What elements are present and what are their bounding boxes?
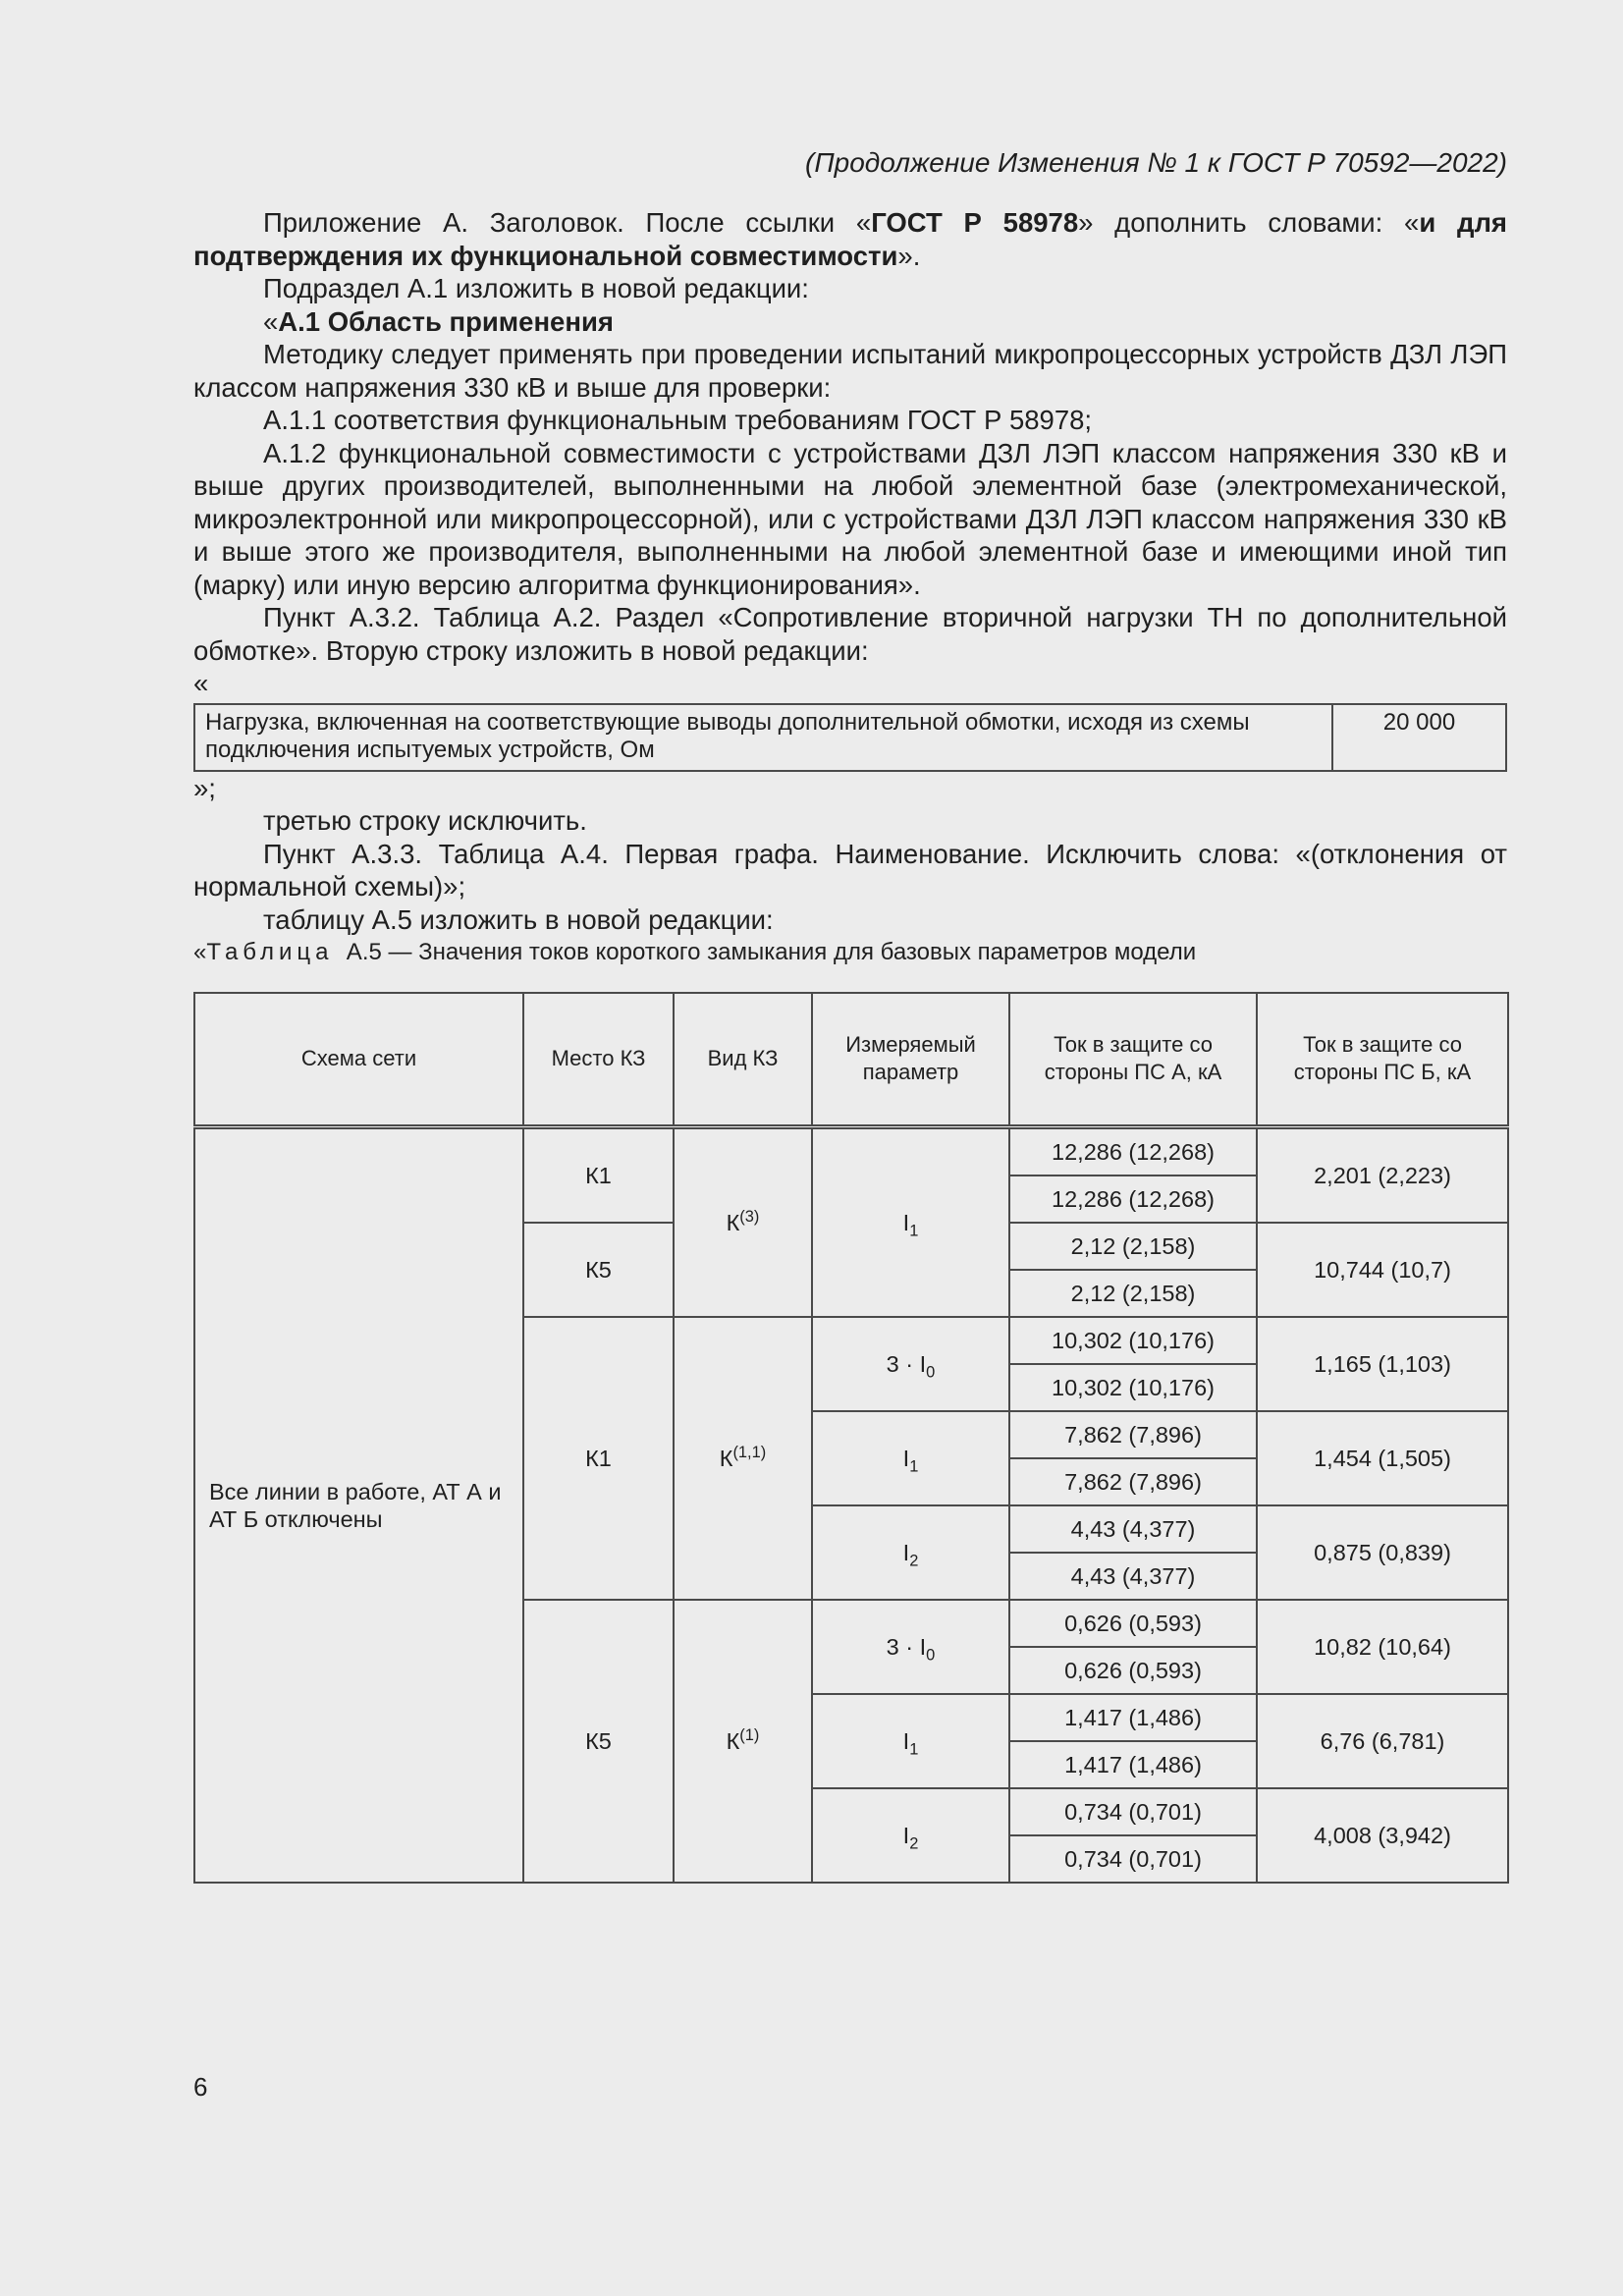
paragraph-method: Методику следует применять при проведении испытаний микропроцессорных устройств ДЗЛ ЛЭП классом напряжения 330 кВ и выше для проверки: — [193, 339, 1507, 403]
quote-close: »; — [193, 772, 216, 803]
paragraph-subsection: Подраздел А.1 изложить в новой редакции: — [263, 273, 809, 303]
cell-side-b: 0,875 (0,839) — [1257, 1505, 1508, 1600]
cell-kind — [674, 1600, 812, 1883]
cell-side-b: 6,76 (6,781) — [1257, 1694, 1508, 1788]
paragraph-a-3-2: Пункт А.3.2. Таблица А.2. Раздел «Сопротивление вторичной нагрузки ТН по дополнительной обмотке». Вторую строку изложить в новой редакции: — [193, 602, 1507, 666]
param-base: I — [902, 1822, 910, 1848]
page-number: 6 — [193, 2072, 208, 2102]
cell-side-b: 4,008 (3,942) — [1257, 1788, 1508, 1883]
text-run: » дополнить словами: « — [1078, 207, 1420, 238]
param-base: I — [902, 1727, 910, 1754]
param-base: I — [902, 1445, 910, 1471]
cell-kind — [674, 1126, 812, 1317]
param-sub: 1 — [909, 1222, 919, 1240]
header-place: Место КЗ — [523, 993, 674, 1127]
cell-side-a: 0,626 (0,593) — [1009, 1600, 1257, 1647]
cell-side-a: 12,286 (12,268) — [1009, 1126, 1257, 1175]
header-scheme: Схема сети — [194, 993, 523, 1127]
cell-side-a: 0,626 (0,593) — [1009, 1647, 1257, 1694]
param-base: 3 · I — [886, 1633, 927, 1660]
param-sub: 0 — [926, 1363, 936, 1382]
quote-mark: « — [263, 305, 279, 337]
cell-side-a: 7,862 (7,896) — [1009, 1458, 1257, 1505]
cell-side-a: 4,43 (4,377) — [1009, 1505, 1257, 1553]
header-side-a: Ток в защите со стороны ПС А, кА — [1009, 993, 1257, 1127]
quote-open: « — [193, 668, 209, 698]
cell-place: К5 — [523, 1600, 674, 1883]
caption-word: Таблица — [206, 939, 334, 965]
cell-place: К1 — [523, 1126, 674, 1223]
cell-param — [812, 1317, 1009, 1411]
kind-base: К — [726, 1727, 740, 1754]
cell-param — [812, 1126, 1009, 1317]
paragraph-section-heading — [193, 305, 1507, 339]
kind-base: К — [726, 1209, 740, 1235]
kind-base: К — [719, 1445, 733, 1471]
paragraph-a-1-2: А.1.2 функциональной совместимости с устройствами ДЗЛ ЛЭП классом напряжения 330 кВ и выше других производителей, выполненными на любой элементной базе (электромеханической, микроэлектронной или микропроцессорной), или с устройствами ДЗЛ ЛЭП классом напряжения 330 кВ и выше этого же производителя, выполненными на любой элементной базе и имеющими иной тип (марку) или иную версию алгоритма функционирования». — [193, 437, 1507, 600]
header-param: Измеряемый параметр — [812, 993, 1009, 1127]
cell-param — [812, 1694, 1009, 1788]
cell-kind — [674, 1317, 812, 1600]
cell-param — [812, 1788, 1009, 1883]
cell-place: К1 — [523, 1317, 674, 1600]
table-a5 — [193, 992, 1509, 1884]
caption-text: А.5 — Значения токов короткого замыкания для базовых параметров модели — [333, 939, 1197, 965]
cell-side-b: 10,744 (10,7) — [1257, 1223, 1508, 1317]
cell-side-a: 12,286 (12,268) — [1009, 1175, 1257, 1223]
paragraph-table-a5: таблицу А.5 изложить в новой редакции: — [263, 903, 774, 935]
cell-side-a: 7,862 (7,896) — [1009, 1411, 1257, 1458]
cell-side-a: 4,43 (4,377) — [1009, 1553, 1257, 1600]
running-header: (Продолжение Изменения № 1 к ГОСТ Р 70592—2022) — [805, 147, 1507, 178]
cell-side-a: 2,12 (2,158) — [1009, 1270, 1257, 1317]
table-row — [194, 1126, 1508, 1175]
cell-side-a: 10,302 (10,176) — [1009, 1364, 1257, 1411]
cell-place: К5 — [523, 1223, 674, 1317]
kind-sup: (3) — [739, 1207, 760, 1226]
cell-scheme: Все линии в работе, АТ А и АТ Б отключены — [194, 1126, 523, 1883]
paragraph-a-3-3: Пункт А.3.3. Таблица А.4. Первая графа. Наименование. Исключить слова: «(отклонения от нормальной схемы)»; — [193, 838, 1507, 902]
cell-side-b: 1,165 (1,103) — [1257, 1317, 1508, 1411]
param-sub: 1 — [909, 1457, 919, 1476]
cell-side-b: 1,454 (1,505) — [1257, 1411, 1508, 1505]
text-run: Приложение А. Заголовок. После ссылки « — [263, 207, 872, 238]
table-caption — [193, 936, 1507, 969]
cell-side-a: 2,12 (2,158) — [1009, 1223, 1257, 1270]
param-sub: 2 — [909, 1552, 919, 1570]
table-cell-value: 20 000 — [1332, 704, 1506, 771]
param-sub: 2 — [909, 1834, 919, 1853]
table-row — [194, 704, 1506, 771]
kind-sup: (1,1) — [732, 1443, 767, 1461]
document-body — [193, 206, 1507, 1884]
param-sub: 1 — [909, 1740, 919, 1759]
cell-side-a: 0,734 (0,701) — [1009, 1835, 1257, 1883]
param-base: I — [902, 1209, 910, 1235]
param-base: 3 · I — [886, 1350, 927, 1377]
table-header-row — [194, 993, 1508, 1127]
cell-param — [812, 1411, 1009, 1505]
param-base: I — [902, 1539, 910, 1565]
table-cell-label: Нагрузка, включенная на соответствующие выводы дополнительной обмотки, исходя из схемы подключения испытуемых устройств, Ом — [194, 704, 1332, 771]
cell-param — [812, 1505, 1009, 1600]
param-sub: 0 — [926, 1646, 936, 1665]
cell-side-b: 10,82 (10,64) — [1257, 1600, 1508, 1694]
paragraph-exclude-row: третью строку исключить. — [263, 805, 587, 836]
cell-side-a: 0,734 (0,701) — [1009, 1788, 1257, 1835]
bold-reference: ГОСТ Р 58978 — [871, 207, 1079, 238]
kind-sup: (1) — [739, 1725, 760, 1744]
paragraph-appendix-title — [193, 206, 1507, 272]
bold-insert: и для подтверждения их функциональной совместимости — [193, 207, 1507, 271]
quote-mark: « — [193, 939, 207, 965]
text-run: ». — [897, 240, 921, 271]
cell-param — [812, 1600, 1009, 1694]
cell-side-a: 1,417 (1,486) — [1009, 1694, 1257, 1741]
header-kind: Вид КЗ — [674, 993, 812, 1127]
paragraph-a-1-1: А.1.1 соответствия функциональным требованиям ГОСТ Р 58978; — [263, 405, 1093, 435]
cell-side-b: 2,201 (2,223) — [1257, 1126, 1508, 1223]
cell-side-a: 10,302 (10,176) — [1009, 1317, 1257, 1364]
table-a2-row — [193, 703, 1507, 772]
cell-side-a: 1,417 (1,486) — [1009, 1741, 1257, 1788]
header-side-b: Ток в защите со стороны ПС Б, кА — [1257, 993, 1508, 1127]
section-heading: А.1 Область применения — [278, 305, 614, 337]
